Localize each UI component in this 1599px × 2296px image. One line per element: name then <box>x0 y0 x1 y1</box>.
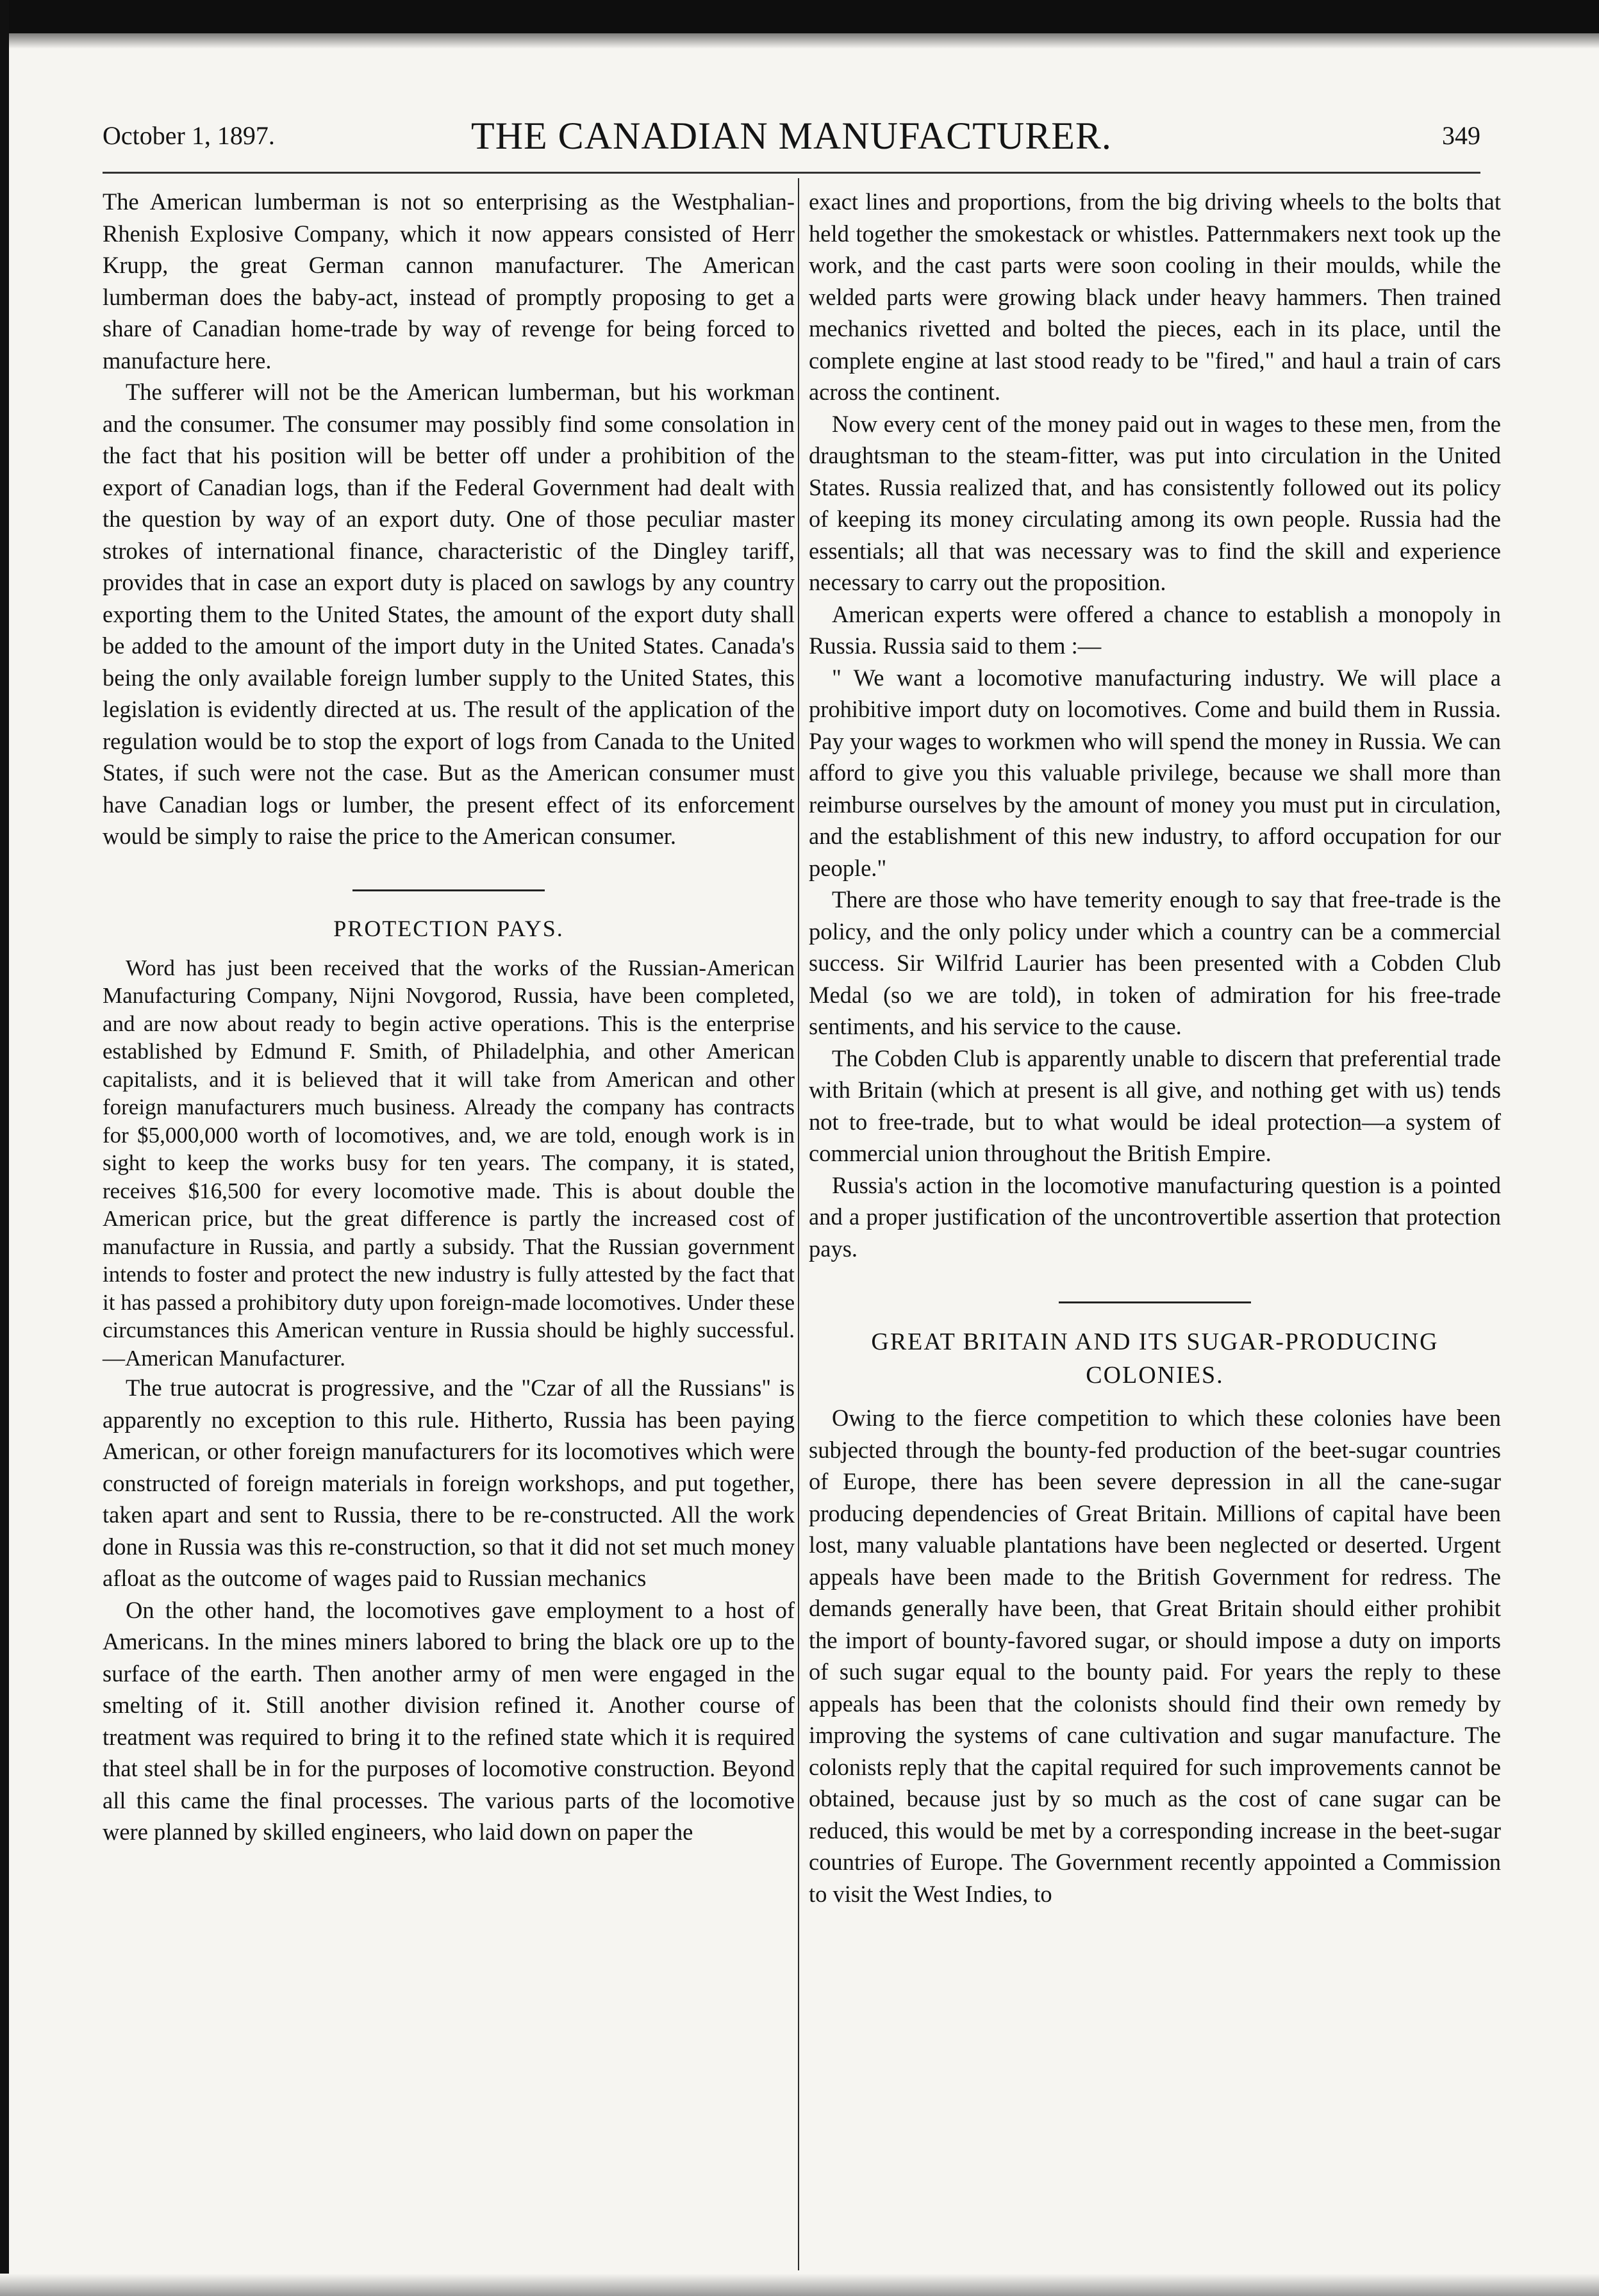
paragraph: " We want a locomotive manufacturing industry. We will place a prohibitive import duty on locomotives. Come and build them in Russia. Pay your wages to workmen who will spend the money in Russia. We can afford to give you this valuable privilege, because we shall more than reimburse ourselves by the amount of money you must put in circulation, and the establishment of this new industry, to afford occupation for our people." <box>809 664 1501 881</box>
publication-title: THE CANADIAN MANUFACTURER. <box>471 115 1112 157</box>
issue-date: October 1, 1897. <box>103 121 275 150</box>
section-divider <box>1059 1301 1251 1303</box>
section-heading-line: GREAT BRITAIN AND ITS SUGAR-PRODUCING <box>871 1328 1439 1355</box>
paragraph: Now every cent of the money paid out in wages to these men, from the draughtsman to the steam-fitter, was put into circulation in the United States. Russia realized that, and has consistently followed out its policy of keeping its money circulating among its own people. Russia had the essentials; all that was necessary was to find the skill and experience necessary to carry out the proposition. <box>809 410 1501 595</box>
column-rule <box>798 178 799 2270</box>
header-rule <box>103 172 1480 174</box>
scan-top-border <box>0 0 1599 33</box>
paragraph: Russia's action in the locomotive manufacturing question is a pointed and a proper justification of the uncontrovertible assertion that protection pays. <box>809 1171 1501 1262</box>
paragraph: The sufferer will not be the American lumberman, but his workman and the consumer. The consumer may possibly find some consolation in the fact that his position will be better off under a prohibition of the export of Canadian logs, than if the Federal Government had dealt with the question by way of an export duty. One of those peculiar master strokes of international finance, characteristic of the Dingley tariff, provides that in case an export duty is placed on sawlogs by any country exporting them to the United States, the amount of the export duty shall be added to the amount of the import duty in the United States. Canada's being the only available foreign lumber supply to the United States, this legislation is evidently directed at us. The result of the application of the regulation would be to stop the export of logs from Canada to the United States, if such were not the case. But as the American consumer must have Canadian logs or lumber, the present effect of its enforcement would be simply to raise the price to the American consumer. <box>103 379 795 849</box>
scan-top-shadow <box>0 33 1599 49</box>
paragraph: The American lumberman is not so enterprising as the Westphalian-Rhenish Explosive Company, which it now appears consisted of Herr Krupp, the great German cannon manufacturer. The American lumberman does the baby-act, instead of promptly proposing to get a share of Canadian home-trade by way of revenge for being forced to manufacture here. <box>103 188 795 374</box>
page-number: 349 <box>1442 121 1480 150</box>
paragraph: American experts were offered a chance to establish a monopoly in Russia. Russia said to them :— <box>809 600 1501 659</box>
paragraph: On the other hand, the locomotives gave employment to a host of Americans. In the mines miners labored to bring the black ore up to the surface of the earth. Then another army of men were engaged in the smelting of it. Still another division refined it. Another course of treatment was required to bring it to the refined state which it is required that steel shall be in for the purposes of locomotive construction. Beyond all this came the final processes. The various parts of the locomotive were planned by skilled engineers, who laid down on paper the <box>103 1596 795 1845</box>
paragraph: exact lines and proportions, from the big driving wheels to the bolts that held together the smokestack or whistles. Patternmakers next took up the work, and the cast parts were soon cooling in their moulds, while the welded parts were growing black under heavy hammers. Then trained mechanics rivetted and bolted the pieces, each in its place, until the complete engine at last stood ready to be "fired," and haul a train of cars across the continent. <box>809 188 1501 405</box>
paragraph: The Cobden Club is apparently unable to discern that preferential trade with Britain (which at present is all give, and nothing get with us) tends not to free-trade, but to what would be ideal protection—a system of commercial union throughout the British Empire. <box>809 1045 1501 1166</box>
running-head <box>103 114 1480 165</box>
section-heading-line: COLONIES. <box>1086 1362 1224 1389</box>
section-heading: PROTECTION PAYS. <box>333 915 564 941</box>
paragraph: There are those who have temerity enough to say that free-trade is the policy, and the only policy under which a country can be a commercial success. Sir Wilfrid Laurier has been presented with a Cobden Club Medal (so we are told), in token of admiration for his free-trade sentiments, and his service to the cause. <box>809 886 1501 1039</box>
scan-bottom-edge <box>0 2274 1599 2296</box>
scan-left-edge <box>0 0 9 2296</box>
paragraph: Word has just been received that the works of the Russian-American Manufacturing Company, Nijni Novgorod, Russia, have been completed, and are now about ready to begin active operations. This is the enterprise established by Edmund F. Smith, of Philadelphia, and other American capitalists, and it is believed that it will take from American and other foreign manufacturers much business. Already the company has contracts for $5,000,000 worth of locomotives, and, we are told, enough work is in sight to keep the works busy for ten years. The company, it is stated, receives $16,500 for every locomotive made. This is about double the American price, but the great difference is partly the increased cost of manufacture in Russia, and partly a subsidy. That the Russian government intends to foster and protect the new industry is fully attested by the fact that it has passed a prohibitory duty upon foreign-made locomotives. Under these circumstances this American venture in Russia should be highly successful.—American Manufacturer. <box>103 955 795 1371</box>
paragraph: The true autocrat is progressive, and the "Czar of all the Russians" is apparently no exception to this rule. Hitherto, Russia has been paying American, or other foreign manufacturers for its locomotives which were constructed of foreign materials in foreign workshops, and put together, taken apart and sent to Russia, there to be re-constructed. All the work done in Russia was this re-construction, so that it did not set much money afloat as the outcome of wages paid to Russian mechanics <box>103 1375 795 1591</box>
paragraph: Owing to the fierce competition to which these colonies have been subjected through the bounty-fed production of the beet-sugar countries of Europe, there has been severe depression in all the cane-sugar producing dependencies of Great Britain. Millions of capital have been lost, many valuable plantations have been neglected or deserted. Urgent appeals have been made to the British Government for redress. The demands generally have been, that Great Britain should either prohibit the import of bounty-favored sugar, or should impose a duty on imports of such sugar equal to the bounty paid. For years the reply to these appeals has been that the colonists should find their own remedy by improving the systems of cane cultivation and sugar manufacture. The colonists reply that the capital required for such improvements cannot be obtained, because just by so much as the cost of cane sugar can be reduced, this would be met by a corresponding increase in the beet-sugar countries of Europe. The Government recently appointed a Commission to visit the West Indies, to <box>809 1405 1501 1907</box>
section-heading <box>809 1325 1501 1392</box>
right-column <box>809 186 1501 1910</box>
section-divider <box>352 889 545 891</box>
left-column <box>103 186 795 1848</box>
